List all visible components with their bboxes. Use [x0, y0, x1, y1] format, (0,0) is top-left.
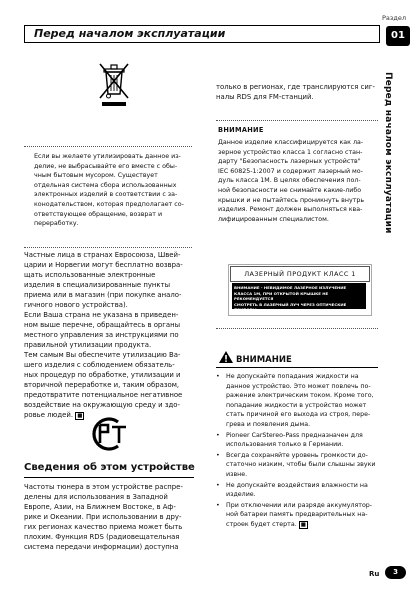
section-line: гих регионах качество приема может быть — [24, 523, 183, 531]
note-line: конодательством, которая предполагает со- — [34, 200, 184, 208]
body-line: воздействие на окружающую среду и здо- — [24, 401, 180, 409]
section-title-rule — [24, 477, 194, 478]
side-title — [381, 60, 411, 320]
laser-note-line: лифицированным специалистом. — [218, 215, 329, 223]
rds-continued-text — [216, 82, 382, 102]
list-item-text: При отключении или разряде аккумулятор-ной батареи память предварительных на-строек будет стерта. — [226, 501, 373, 528]
disposal-note-text — [34, 152, 194, 229]
note-line: Если вы желаете утилизировать данное из- — [34, 153, 181, 160]
note-line: отдельная система сбора использованных — [34, 181, 177, 189]
body-line: Тем самым Вы обеспечите утилизацию Ва- — [24, 351, 181, 359]
note-heading: ВНИМАНИЕ — [218, 126, 264, 134]
list-item: • Не допускайте попадания жидкости на данное устройство. Это может повлечь по-ражение электрическим током. Кроме того, попадание жидкости в устройство может стать причиной его выхода из строя, пере-грева и появления дыма. — [216, 372, 382, 430]
page-number: 3 — [385, 566, 406, 579]
section-line: Европе, Азии, на Ближнем Востоке, в Аф- — [24, 503, 176, 511]
disposal-body — [24, 250, 196, 420]
laser-note-line: дарту "Безопасность лазерных устройств" — [218, 158, 361, 166]
body-line: ном выше перечне, обращайтесь в органы — [24, 321, 181, 329]
laser-warning-line: ПРИБОРЫ. — [234, 307, 258, 313]
pct-certification-logo — [88, 416, 130, 452]
laser-note-line: изделия. Ремонт должен выполняться ква- — [218, 206, 363, 214]
note-line: переработку. — [34, 220, 79, 228]
laser-note-line: Данное изделие классифицируется как ла- — [218, 139, 364, 146]
body-line: правильной утилизации продукта. — [24, 341, 152, 349]
laser-class-label: ЛАЗЕРНЫЙ ПРОДУКТ КЛАСС 1 — [230, 266, 370, 282]
body-line: Частные лица в странах Евросоюза, Швей- — [24, 251, 181, 259]
section-line: Частоты тюнера в этом устройстве распре- — [24, 483, 183, 491]
body-line: гичного нового устройства). — [24, 301, 128, 309]
note-rule-top — [216, 120, 378, 121]
laser-warning-line: СМОТРЕТЬ В ЛАЗЕРНЫЙ ЛУЧ ЧЕРЕЗ ОПТИЧЕСКИЕ — [234, 301, 347, 307]
caution-heading: ВНИМАНИЕ — [236, 355, 292, 365]
section-title: Сведения об этом устройстве — [24, 462, 195, 473]
laser-warning-label — [232, 283, 366, 313]
warning-triangle-icon — [218, 350, 234, 364]
laser-note-line: крышки и не пытайтесь проникнуть внутрь — [218, 196, 365, 204]
list-item: • Не допускайте воздействия влажности на изделие. — [216, 481, 382, 500]
body-line-text: ровье людей. — [24, 411, 74, 419]
body-line: местного управления за инструкциями по — [24, 331, 179, 339]
side-title-text: Перед началом эксплуатации — [383, 72, 393, 234]
section-tab: 01 — [386, 26, 410, 46]
caution-list — [216, 372, 382, 531]
note-line: ответствующее обращение, возврат и — [34, 210, 163, 218]
section-line: плохим. Функция RDS (радиовещательная — [24, 533, 180, 541]
section-line: система передачи информации) доступна — [24, 543, 179, 551]
note-line: чным бытовым мусором. Существует — [34, 172, 158, 180]
crossed-bin-icon — [94, 58, 134, 110]
section-label: Раздел — [381, 14, 406, 22]
list-item — [216, 501, 382, 530]
note-line: электронных изделий в соответствии с за- — [34, 191, 178, 199]
page-title: Перед началом эксплуатации — [34, 27, 226, 40]
end-mark-icon: ■ — [300, 521, 306, 528]
top-line: только в регионах, где транслируются сиг- — [216, 83, 375, 91]
laser-note-line: ной безопасности не снимайте какие-либо — [218, 186, 362, 194]
body-line: вторичной переработке и, таким образом, — [24, 381, 180, 389]
laser-note-line: IEC 60825-1:2007 и содержит лазерный мо- — [218, 167, 363, 175]
body-line: царии и Норвегии могут бесплатно возвра- — [24, 261, 183, 269]
body-line: щать использованные электронные — [24, 271, 156, 279]
laser-note-line: дуль класса 1M. В целях обеспечения пол- — [218, 177, 361, 185]
body-line: предотвратите потенциальное негативное — [24, 391, 183, 399]
list-item: • Pioneer CarStereo-Pass предназначен для использования только в Германии. — [216, 431, 382, 450]
section-line: делены для использования в Западной — [24, 493, 168, 501]
laser-warning-line: КЛАССА 1М, ПРИ ОТКРЫТОЙ КРЫШКЕ НЕ РЕКОМЕНДУЕТСЯ — [234, 290, 329, 302]
laser-warning-line: ВНИМАНИЕ - НЕВИДИМОЕ ЛАЗЕРНОЕ ИЗЛУЧЕНИЕ — [234, 285, 347, 290]
laser-note-line: зерное устройство класса 1 согласно стан- — [218, 148, 363, 156]
note-rule-bottom — [216, 328, 378, 329]
body-line: ных процедур по обработке, утилизации и — [24, 371, 181, 379]
body-line: приема или в магазин (при покупке анало- — [24, 291, 182, 299]
body-line: изделия в специализированные пункты — [24, 281, 171, 289]
list-item: • Всегда сохраняйте уровень громкости до-статочно низким, чтобы были слышны звуки извне. — [216, 451, 382, 480]
footer-language: Ru — [369, 570, 380, 578]
body-line: Если Ваша страна не указана в приведен- — [24, 311, 179, 319]
note-line: делие, не выбрасывайте его вместе с обы- — [34, 162, 178, 170]
caution-rule — [216, 367, 378, 368]
section-line: рике и Океании. При использовании в дру- — [24, 513, 182, 521]
device-info-text — [24, 482, 196, 552]
body-line: шего изделия с соблюдением обязатель- — [24, 361, 175, 369]
laser-note-text — [218, 138, 380, 224]
top-line: налы RDS для FM-станций. — [216, 93, 314, 101]
end-mark-icon: ■ — [77, 413, 83, 419]
